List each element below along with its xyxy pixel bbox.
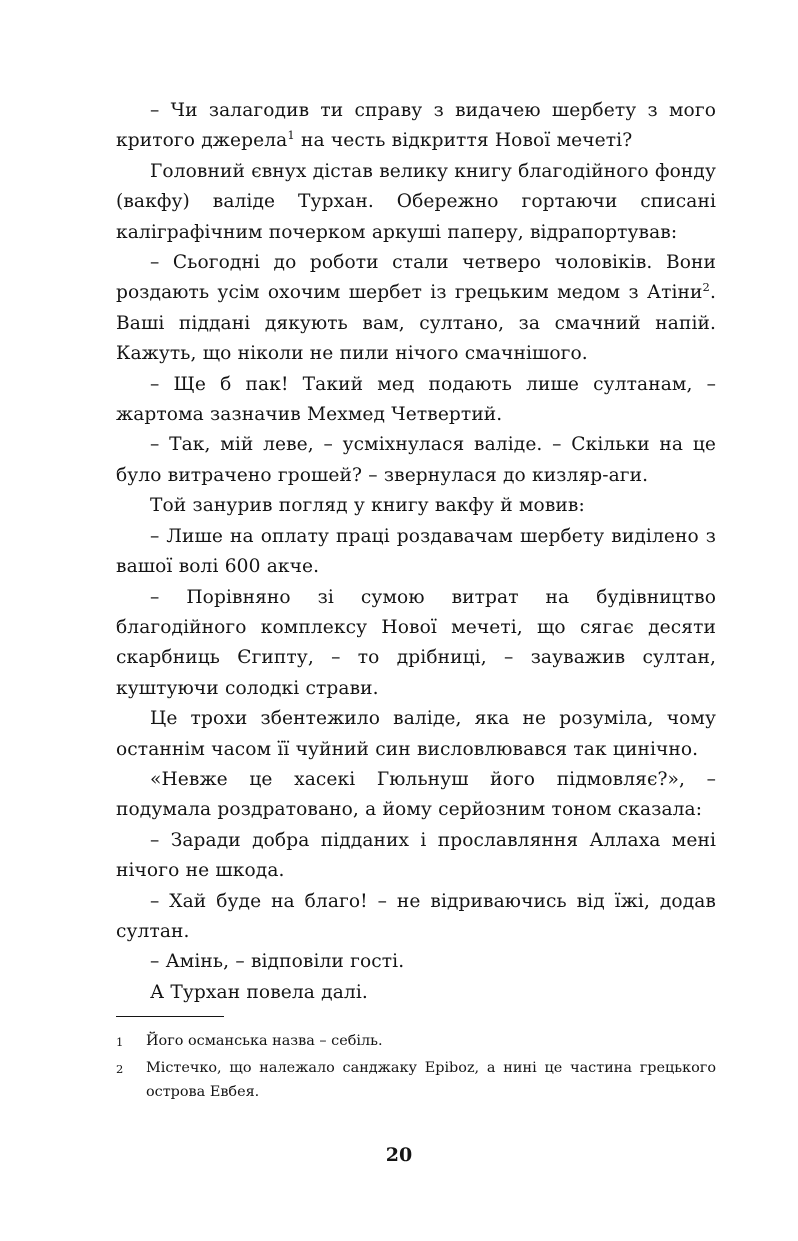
paragraph: – Лише на оплату праці роздавачам шербету виділено з вашої волі 600 акче. bbox=[116, 525, 716, 578]
footnote-divider bbox=[116, 1016, 224, 1017]
paragraph: Той занурив погляд у книгу вакфу й мовив: bbox=[150, 495, 585, 517]
body-text bbox=[116, 96, 716, 1008]
paragraph: – Ще б пак! Такий мед подають лише султанам, – жартома зазначив Мехмед Четвертий. bbox=[116, 373, 716, 426]
paragraph: – Сьогодні до роботи стали четверо чоловіків. Вони роздають усім охочим шербет із грецьким медом з Атіни$^2$. Ваші піддані дякують вам, султано, за смачний напій. Кажуть, що ніколи не пили нічого смачнішого. bbox=[116, 252, 716, 365]
footnote-marker: 2 bbox=[116, 1062, 124, 1076]
footnote-item bbox=[116, 1056, 716, 1104]
footnote-marker: 1 bbox=[116, 1035, 124, 1049]
paragraph: Це трохи збентежило валіде, яка не розуміла, чому останнім часом її чуйний син висловлювався так цинічно. bbox=[116, 708, 716, 760]
footnote-ref[interactable]: 2 bbox=[702, 280, 710, 295]
page-number: 20 bbox=[385, 1144, 413, 1166]
footnote-text: Його османська назва – себіль. bbox=[146, 1033, 383, 1049]
paragraph: – Чи залагодив ти справу з видачею шербету з мого критого джерела$^1$ на честь відкриття Нової мечеті? bbox=[116, 100, 716, 152]
footnote-item bbox=[116, 1029, 716, 1054]
paragraph: – Так, мій леве, – усміхнулася валіде. – Скільки на це було витрачено грошей? – звернулася до кизляр-аги. bbox=[116, 434, 716, 486]
paragraph: – Порівняно зі сумою витрат на будівництво благодійного комплексу Нової мечеті, що сягає десяти скарбниць Єгипту, – то дрібниці, – зауважив султан, куштуючи солодкі страви. bbox=[116, 586, 716, 699]
paragraph: – Амінь, – відповіли гості. bbox=[150, 951, 405, 973]
paragraph: – Заради добра підданих і прославляння Аллаха мені нічого не шкода. bbox=[116, 829, 716, 882]
footnote-text: Містечко, що належало санджаку Еріboz, а нині це частина грецького острова Евбея. bbox=[146, 1060, 716, 1100]
paragraph: Головний євнух дістав велику книгу благодійного фонду (вакфу) валіде Турхан. Обережно гортаючи списані каліграфічним почерком аркуші паперу, відрапортував: bbox=[116, 160, 716, 243]
footnote-list bbox=[116, 1029, 716, 1104]
paragraph: – Хай буде на благо! – не відриваючись від їжі, додав султан. bbox=[116, 890, 716, 942]
footnote-ref[interactable]: 1 bbox=[287, 128, 295, 143]
paragraph: «Невже це хасекі Гюльнуш його підмовляє?», – подумала роздратовано, а йому серйозним тоном сказала: bbox=[116, 768, 716, 821]
footnotes-section bbox=[116, 1016, 716, 1106]
paragraph: А Турхан повела далі. bbox=[150, 981, 368, 1003]
